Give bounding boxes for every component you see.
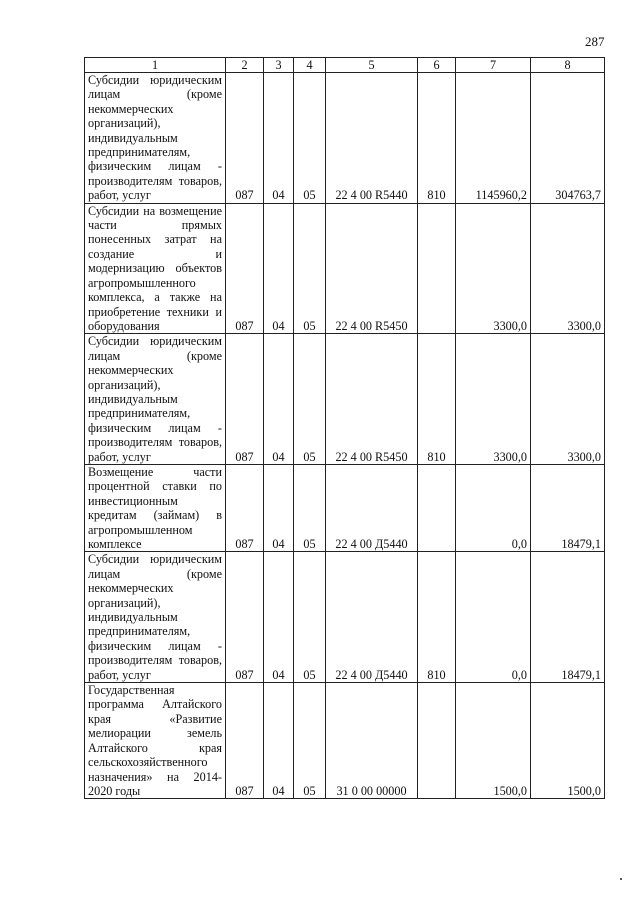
row-target-code: 31 0 00 00000 (326, 683, 418, 799)
row-subsection-code: 05 (294, 683, 326, 799)
row-name: Субсидии на возмещение части прямых понесенных затрат на создание и модернизацию объектов агропромышленного комплекса, а также на приобретение техники и оборудования (85, 203, 226, 334)
header-col-8: 8 (531, 58, 605, 73)
row-amount-col8: 1500,0 (531, 683, 605, 799)
row-name: Субсидии юридическим лицам (кроме некоммерческих организаций), индивидуальным предпринимателям, физическим лицам - производителям товаров, работ, услуг (85, 552, 226, 683)
header-col-4: 4 (294, 58, 326, 73)
row-amount-col7: 0,0 (456, 552, 531, 683)
row-ministry-code: 087 (226, 683, 264, 799)
row-ministry-code: 087 (226, 334, 264, 465)
row-expense-type: 810 (418, 552, 456, 683)
row-subsection-code: 05 (294, 73, 326, 204)
row-amount-col7: 3300,0 (456, 334, 531, 465)
row-section-code: 04 (264, 683, 294, 799)
row-expense-type (418, 203, 456, 334)
row-expense-type (418, 464, 456, 551)
row-subsection-code: 05 (294, 552, 326, 683)
row-target-code: 22 4 00 R5450 (326, 203, 418, 334)
row-ministry-code: 087 (226, 203, 264, 334)
table-row (85, 683, 605, 799)
row-amount-col8: 3300,0 (531, 203, 605, 334)
row-expense-type (418, 683, 456, 799)
table-row (85, 203, 605, 334)
budget-table (84, 57, 605, 799)
header-col-3: 3 (264, 58, 294, 73)
row-section-code: 04 (264, 73, 294, 204)
table-row (85, 464, 605, 551)
row-ministry-code: 087 (226, 464, 264, 551)
row-target-code: 22 4 00 R5450 (326, 334, 418, 465)
row-amount-col7: 3300,0 (456, 203, 531, 334)
row-amount-col8: 3300,0 (531, 334, 605, 465)
row-ministry-code: 087 (226, 73, 264, 204)
row-target-code: 22 4 00 Д5440 (326, 552, 418, 683)
row-section-code: 04 (264, 334, 294, 465)
row-section-code: 04 (264, 464, 294, 551)
header-col-2: 2 (226, 58, 264, 73)
header-col-5: 5 (326, 58, 418, 73)
row-amount-col7: 1145960,2 (456, 73, 531, 204)
row-amount-col7: 0,0 (456, 464, 531, 551)
row-subsection-code: 05 (294, 203, 326, 334)
row-subsection-code: 05 (294, 464, 326, 551)
header-col-1: 1 (85, 58, 226, 73)
row-amount-col8: 304763,7 (531, 73, 605, 204)
row-ministry-code: 087 (226, 552, 264, 683)
row-target-code: 22 4 00 R5440 (326, 73, 418, 204)
table-row (85, 552, 605, 683)
header-col-6: 6 (418, 58, 456, 73)
row-subsection-code: 05 (294, 334, 326, 465)
row-section-code: 04 (264, 203, 294, 334)
row-name: Субсидии юридическим лицам (кроме некоммерческих организаций), индивидуальным предпринимателям, физическим лицам - производителям товаров, работ, услуг (85, 73, 226, 204)
row-amount-col8: 18479,1 (531, 552, 605, 683)
row-name: Субсидии юридическим лицам (кроме некоммерческих организаций), индивидуальным предпринимателям, физическим лицам - производителям товаров, работ, услуг (85, 334, 226, 465)
row-expense-type: 810 (418, 73, 456, 204)
row-amount-col8: 18479,1 (531, 464, 605, 551)
row-name: Возмещение части процентной ставки по инвестиционным кредитам (займам) в агропромышленном комплексе (85, 464, 226, 551)
table-row (85, 334, 605, 465)
page-number: 287 (585, 34, 605, 49)
row-target-code: 22 4 00 Д5440 (326, 464, 418, 551)
scan-dot (620, 878, 622, 880)
row-amount-col7: 1500,0 (456, 683, 531, 799)
row-expense-type: 810 (418, 334, 456, 465)
row-section-code: 04 (264, 552, 294, 683)
row-name: Государственная программа Алтайского края «Развитие мелиорации земель Алтайского края сельскохозяйственного назначения» на 2014-2020 годы (85, 683, 226, 799)
table-row (85, 73, 605, 204)
header-col-7: 7 (456, 58, 531, 73)
header-row (85, 58, 605, 73)
